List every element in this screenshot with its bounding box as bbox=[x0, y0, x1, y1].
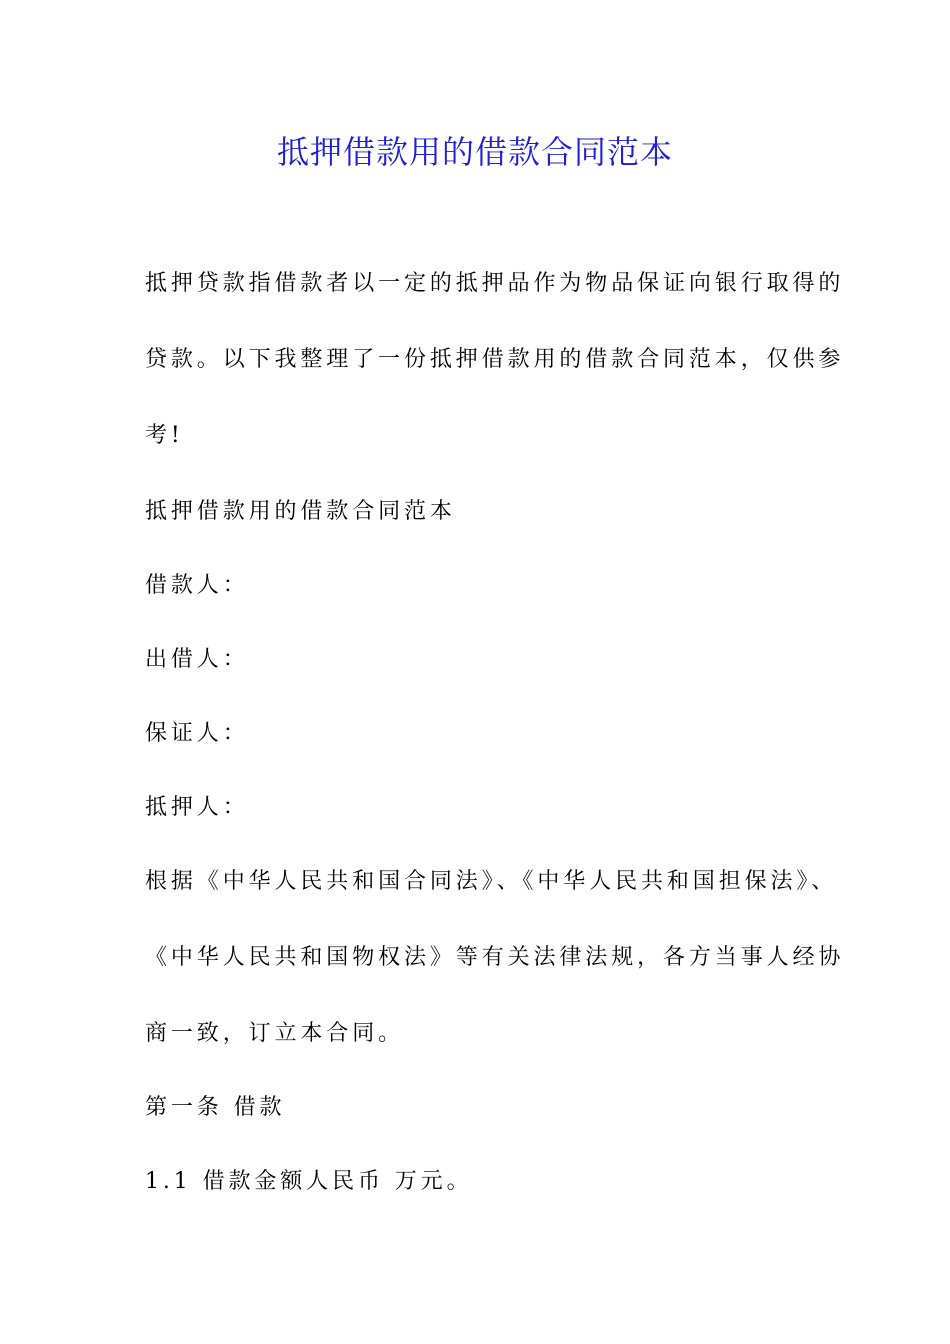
intro-line: 考! bbox=[145, 423, 184, 448]
intro-paragraph bbox=[145, 246, 845, 474]
document-title: 抵押借款用的借款合同范本 bbox=[276, 133, 673, 171]
intro-line: 抵押贷款指借款者以一定的抵押品作为物品保证向银行取得的 bbox=[145, 271, 845, 296]
intro-line: 贷款。以下我整理了一份抵押借款用的借款合同范本，仅供参 bbox=[145, 347, 845, 372]
clause-1-1: 1.1 借款金额人民币 万元。 bbox=[145, 1169, 473, 1194]
basis-line: 根据《中华人民共和国合同法》、《中华人民共和国担保法》、 bbox=[145, 869, 838, 894]
party-guarantor: 保证人： bbox=[145, 721, 249, 746]
article-heading: 第一条 借款 bbox=[145, 1095, 286, 1120]
basis-line: 《中华人民共和国物权法》等有关法律法规，各方当事人经协 bbox=[145, 945, 845, 970]
party-lender: 出借人： bbox=[145, 647, 249, 672]
party-borrower: 借款人： bbox=[145, 573, 249, 598]
contract-subtitle: 抵押借款用的借款合同范本 bbox=[145, 499, 456, 524]
basis-line: 商一致，订立本合同。 bbox=[145, 1021, 405, 1046]
party-mortgagor: 抵押人： bbox=[145, 795, 249, 820]
basis-paragraph bbox=[145, 844, 845, 1072]
